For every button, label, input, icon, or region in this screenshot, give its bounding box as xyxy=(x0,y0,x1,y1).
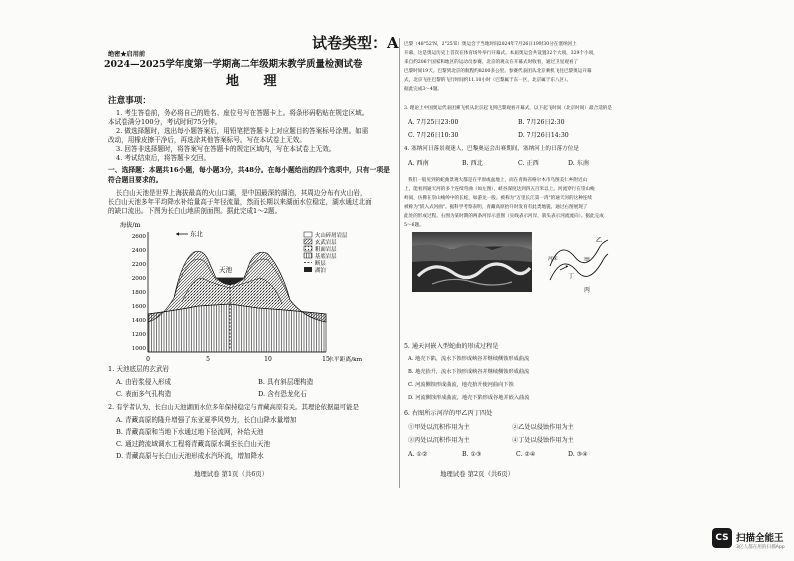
question-1-option-b: B. 具有斜层理构造 xyxy=(258,378,314,386)
camscanner-logo-icon: CS xyxy=(712,528,732,548)
legend-swatch xyxy=(304,232,312,237)
y-tick: 2600 xyxy=(131,234,146,240)
question-1-option-c: C. 表面多气孔构造 xyxy=(116,390,172,398)
subject-title: 地 理 xyxy=(226,74,287,89)
question-5-option-d: D. 河流侧蚀形成曲流，地壳下陷形成谷地并嵌入曲流 xyxy=(408,395,530,401)
y-tick: 1400 xyxy=(131,318,146,324)
question-6-option-a: A. ①② xyxy=(408,451,428,458)
question-5-option-b: B. 地壳抬升，流水下蚀形成峡谷并继续侧蚀形成曲流 xyxy=(408,369,530,375)
direction-label: 东北 xyxy=(190,230,203,238)
question-6-option-c: C. ②④ xyxy=(516,451,536,458)
label-riverbed: 河床 xyxy=(548,257,558,262)
x-tick: 0 xyxy=(146,356,150,363)
legend-swatch xyxy=(304,246,312,251)
passage-line: 长白山天池是世界上海拔最高的火山口湖，是中国最深的湖泊，其周边分布有火山岩， xyxy=(116,189,367,197)
y-axis-label: 海拔/m xyxy=(120,222,141,229)
exam-title: 2024—2025学年度第一学期高二年级期末教学质量检测试卷 xyxy=(104,59,363,70)
riverbank-lower xyxy=(550,254,608,280)
passage-line: 5～6题。 xyxy=(404,223,424,228)
geologic-section-svg xyxy=(118,218,388,368)
meander-diagram xyxy=(546,230,610,294)
y-tick: 2200 xyxy=(131,262,146,268)
legend xyxy=(304,231,348,274)
passage-line: 式，北京飞往巴黎的飞行时间约11.10小时（巴黎属于东一区，北京属于东八区）。 xyxy=(404,78,572,83)
passage-line: 岭间，仿佛在崇山峻岭中的长蛇，如游龙一般。被称为"万里长江第一湾"的通天河的这种连续 xyxy=(404,196,592,201)
question-5-option-a: A. 地壳下陷，流水下蚀形成峡谷并继续侧蚀形成曲流 xyxy=(408,356,530,362)
passage-line: 长白山天池多年平均降水补给量高于年径流量，然而长期以来湖面水位稳定，湖水通过北面 xyxy=(108,198,372,206)
photo-ridge xyxy=(412,245,532,262)
legend-item: 粗面岩层 xyxy=(315,247,337,253)
meander-photo-svg xyxy=(412,232,532,292)
question-2-option-c: C. 通过跨流域调水工程将青藏高原水调至长白山天池 xyxy=(116,440,271,448)
question-2-option-b: B. 青藏高原和当地下水通过地下径流网，补给天池 xyxy=(116,428,264,436)
note-line: 本试卷满分100分，考试时间75分钟。 xyxy=(108,118,222,126)
question-1-option-d: D. 含有恐龙化石 xyxy=(258,390,307,398)
passage-line: 的缺口流出。下图为长白山地质剖面图。据此完成1～2题。 xyxy=(108,207,282,215)
paper-type: 试卷类型：A xyxy=(312,34,399,52)
question-6-statement: ④丁处以侵蚀作用为主 xyxy=(512,437,574,444)
label-bing: 丙 xyxy=(584,287,591,294)
passage-line: 上，能看到通天河的多个连续弯曲（如左图），峡谷深度达到四五百米以上。河流穿行在崇山峻 xyxy=(404,187,595,192)
section-heading: 一、选择题：本题共16小题，每小题3分，共48分。在每小题给出的四个选项中，只有一项是 xyxy=(108,166,390,174)
question-4-option-c: C. 正西 xyxy=(518,160,539,167)
passage-line: 开幕，这是奥运历史上首次在体育场外举行开幕式。本届奥运会共设置32个大项、329个小项， xyxy=(404,51,598,56)
question-3-option-b: B. 7月26日2:30 xyxy=(518,119,565,126)
meander-diagram-svg xyxy=(546,230,610,294)
question-4-stem: 4. 塞纳河日落景观迷人，巴黎奥运会出赛期间，塞纳河上的日落方位是 xyxy=(404,146,579,152)
note-line: 3. 回答非选择题时，将答案写在答题卡的规定区域内，写在本试卷上无效。 xyxy=(116,145,336,153)
passage-line: 此处的形成过程。右图为某时期的两条河岸示意图（实线表示河岸，箭头表示河流流向）。据此完成 xyxy=(404,214,604,219)
page-divider xyxy=(399,38,400,488)
question-2-option-a: A. 青藏高原的隆升增强了东亚夏季风势力，长白山降水量增加 xyxy=(116,416,297,424)
meander-photo xyxy=(412,232,532,292)
question-6-stem: 6. 右图所示河岸的甲乙丙丁四处 xyxy=(404,410,493,417)
question-2-option-d: D. 青藏高原与长白山天池形成水汽环流，增加降水 xyxy=(116,452,264,460)
passage-line: 来自约206个国家和地区的运动员参赛。北京的观众在开幕式时收看，通过卫星观看了 xyxy=(404,60,579,65)
legend-item: 基底岩层 xyxy=(315,254,337,260)
y-tick: 1800 xyxy=(131,290,146,296)
question-3-option-c: C. 7月26日10:30 xyxy=(408,132,459,139)
page-footer-left: 地理试卷 第1页（共6页） xyxy=(194,470,269,478)
question-3-option-a: A. 7月25日23:00 xyxy=(408,119,459,126)
question-4-option-d: D. 东南 xyxy=(568,160,590,167)
passage-line: 巴黎时间19天。巴黎到北京的航程约8200多公里。参赛代表团从北京乘机飞往巴黎奥运开幕 xyxy=(404,69,592,74)
note-line: 4. 考试结束后，将答题卡交回。 xyxy=(116,154,211,162)
question-5-option-c: C. 河流侧蚀形成曲流，地壳抬升使河曲向下蚀 xyxy=(408,382,514,388)
y-tick: 1000 xyxy=(131,346,146,352)
note-line: 1. 考生答卷前，务必将自己的姓名、座位号写在答题卡上。将条形码粘贴在规定区域。 xyxy=(116,109,369,117)
note-line: 改动，用橡皮擦干净后，再选涂其他答案标号。写在本试卷上无效。 xyxy=(108,136,306,144)
section-heading-cont: 符合题目要求的。 xyxy=(108,176,163,184)
note-line: 2. 做选择题时，选出每小题答案后，用铅笔把答题卡上对应题目的答案标号涂黑。如需 xyxy=(116,127,369,135)
question-4-option-a: A. 西南 xyxy=(408,160,429,167)
x-tick: 10 xyxy=(264,356,272,363)
y-tick: 1600 xyxy=(131,304,146,310)
confidential-mark: 绝密★启用前 xyxy=(108,51,146,58)
question-6-statement: ③丙处以沉积作用为主 xyxy=(408,437,470,444)
question-6-option-b: B. ①③ xyxy=(462,451,482,458)
label-yi: 乙 xyxy=(596,237,603,244)
question-3-option-d: D. 7月26日14:30 xyxy=(518,132,569,139)
scanner-badge xyxy=(712,528,794,558)
passage-line: 巴黎（48°52'N，2°25'E）奥运会于当地时间2024年7月26日19时30分在塞纳河上 xyxy=(404,42,577,47)
geologic-section-figure xyxy=(118,218,388,368)
passage-line: 据此完成3～4题。 xyxy=(404,87,443,92)
legend-swatch xyxy=(304,267,312,272)
legend-item: 玄武岩层 xyxy=(315,240,337,246)
passage-line: 我们一般见到的蛇曲景观大都是在平原或盆地上，而在青海省格尔木市乌图美仁乡附近山 xyxy=(408,178,588,183)
label-ding: 丁 xyxy=(568,273,575,280)
question-1-stem: 1. 天池底层的玄武岩 xyxy=(108,365,170,373)
page-footer-right: 地理试卷 第2页（共6页） xyxy=(440,470,515,478)
legend-swatch xyxy=(304,253,312,258)
exam-page-2 xyxy=(404,28,612,510)
legend-item: 火山碎屑岩层 xyxy=(315,233,348,239)
passage-line: 被称为"嵌入式河曲"。据科学考察表明，青藏高原抬升时发育有此类地貌。通过右图展现了 xyxy=(404,205,588,210)
x-axis-label: 水平距离/km xyxy=(328,357,363,363)
question-5-stem: 5. 通天河嵌入型蛇曲的形成过程是 xyxy=(404,343,499,350)
question-6-statement: ①甲处以沉积作用为主 xyxy=(408,424,470,431)
scanner-app-name: 扫描全能王 xyxy=(736,533,784,544)
direction-arrowhead xyxy=(176,232,179,235)
legend-item: 湖泊 xyxy=(315,268,326,274)
y-tick: 2400 xyxy=(131,248,146,254)
y-tick: 2000 xyxy=(131,276,146,282)
legend-swatch xyxy=(304,239,312,244)
lake-label: 天池 xyxy=(219,266,233,274)
x-tick: 15 xyxy=(322,356,330,363)
scanner-tagline: 3亿人都在用的扫描App xyxy=(736,545,785,550)
question-6-statement: ②乙处以侵蚀作用为主 xyxy=(512,424,574,431)
exam-page-1 xyxy=(104,28,399,510)
question-4-option-b: B. 西北 xyxy=(462,160,483,167)
label-jia: 甲 xyxy=(584,257,591,264)
y-tick: 1200 xyxy=(131,332,146,338)
x-tick: 5 xyxy=(206,356,210,363)
question-3-stem: 3. 理论上中国奥运代表团乘飞机从北京起飞到巴黎观看开幕式，以下起飞时间（北京时间）最合适的是 xyxy=(404,106,612,111)
question-2-stem: 2. 有学者认为，长白山天池湖面水位多年保持稳定与青藏高原有关。其理论依据最可能是 xyxy=(108,403,359,411)
legend-item: 断层 xyxy=(315,261,326,267)
notes-heading: 注意事项： xyxy=(108,96,151,106)
question-1-option-a: A. 由岩浆侵入形成 xyxy=(116,378,172,386)
question-6-option-d: D. ③④ xyxy=(568,451,588,458)
